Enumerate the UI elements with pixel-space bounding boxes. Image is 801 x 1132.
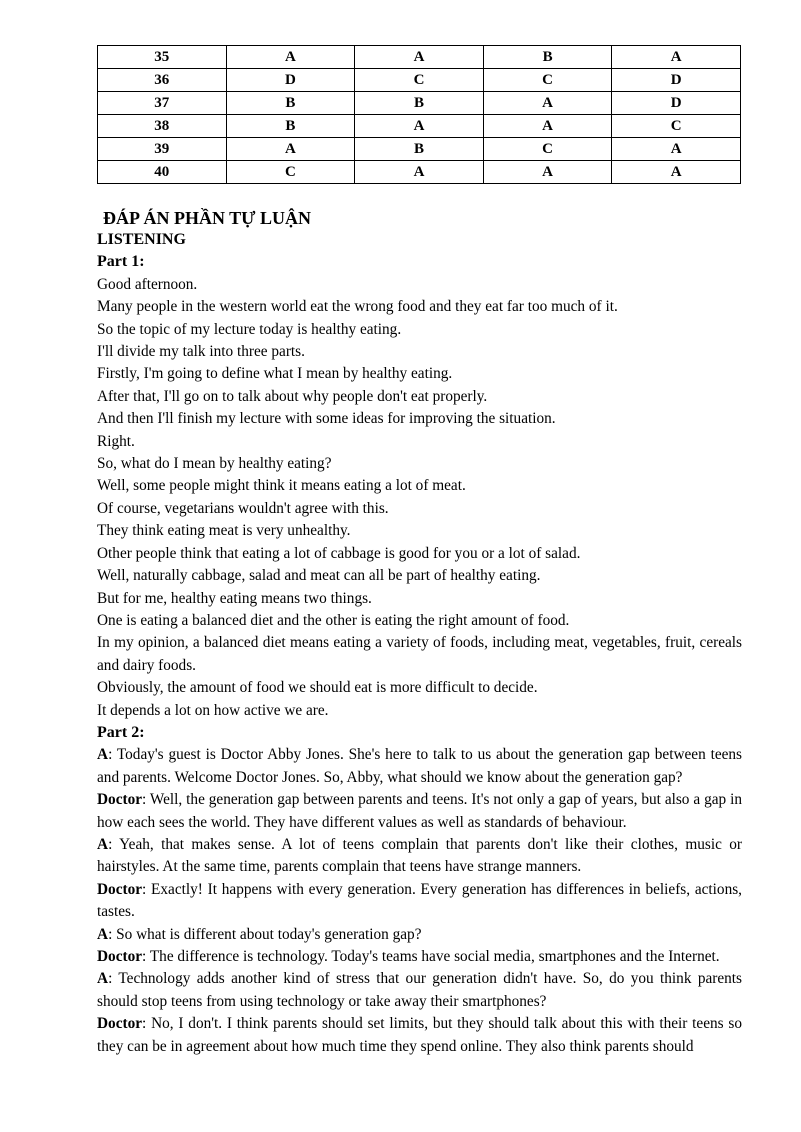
speaker-label: A [97,925,109,943]
answer-cell: B [355,138,484,161]
dialogue-turn [97,946,742,968]
speaker-text: : Today's guest is Doctor Abby Jones. She's here to talk to us about the generation gap between teens and parents. Welcome Doctor Jones. So, Abby, what should we know about the generation gap? [97,746,742,786]
transcript-line: After that, I'll go on to talk about why people don't eat properly. [97,387,488,405]
dialogue-turn [97,924,742,946]
dialogue-turn [97,744,742,789]
speaker-text: : Well, the generation gap between parents and teens. It's not only a gap of years, but also a gap in how each sees the world. They have different values as well as standards of behaviour. [97,791,742,831]
speaker-text: : The difference is technology. Today's teams have social media, smartphones and the Internet. [142,948,720,965]
transcript-line: In my opinion, a balanced diet means eating a variety of foods, including meat, vegetables, fruit, cereals and dairy foods. [97,634,742,674]
part2-transcript [97,744,742,1058]
speaker-text: : Exactly! It happens with every generation. Every generation has differences in beliefs, actions, tastes. [97,880,742,921]
answer-cell: C [612,115,741,138]
dialogue-turn [97,834,742,879]
speaker-label: A [97,970,109,988]
transcript-line: They think eating meat is very unhealthy. [97,522,351,540]
transcript-line: I'll divide my talk into three parts. [97,343,305,361]
transcript-line: Firstly, I'm going to define what I mean by healthy eating. [97,365,453,383]
speaker-label: A [97,746,109,764]
speaker-text: : Technology adds another kind of stress that our generation didn't have. So, do you think parents should stop teens from using technology or take away their smartphones? [97,970,742,1010]
speaker-text: : So what is different about today's generation gap? [108,925,422,943]
answer-cell: A [483,115,612,138]
table-row [98,69,741,92]
transcript-line: But for me, healthy eating means two things. [97,589,372,607]
transcript-line: Other people think that eating a lot of cabbage is good for you or a lot of salad. [97,544,581,562]
part1-heading: Part 1: [97,253,145,271]
transcript-line: Well, naturally cabbage, salad and meat can all be part of healthy eating. [97,567,541,585]
transcript-line: Right. [97,432,135,450]
answer-cell: A [226,138,355,161]
transcript-line: Many people in the western world eat the wrong food and they eat far too much of it. [97,298,618,316]
speaker-label: Doctor [97,880,143,898]
dialogue-turn [97,1013,742,1058]
answer-cell: C [226,161,355,184]
section-heading: ĐÁP ÁN PHẦN TỰ LUẬN [103,208,312,228]
transcript-line: So the topic of my lecture today is healthy eating. [97,320,402,338]
document-page [97,45,742,1058]
answer-cell: C [355,69,484,92]
table-row [98,46,741,69]
transcript-line: One is eating a balanced diet and the other is eating the right amount of food. [97,611,570,629]
question-number-cell: 38 [98,115,227,138]
speaker-label: Doctor [97,948,143,965]
answer-cell: A [355,46,484,69]
table-row [98,92,741,115]
answer-cell: A [612,161,741,184]
question-number-cell: 36 [98,69,227,92]
answer-cell: B [355,92,484,115]
table-row [98,138,741,161]
answer-cell: A [226,46,355,69]
answer-cell: A [483,161,612,184]
answer-cell: C [483,138,612,161]
question-number-cell: 35 [98,46,227,69]
dialogue-turn [97,879,742,924]
answer-cell: B [483,46,612,69]
part1-transcript [97,274,742,722]
transcript-line: Good afternoon. [97,275,198,293]
question-number-cell: 37 [98,92,227,115]
question-number-cell: 39 [98,138,227,161]
speaker-label: A [97,835,109,853]
transcript-line: Of course, vegetarians wouldn't agree with this. [97,499,389,517]
answer-cell: D [612,92,741,115]
transcript-line: And then I'll finish my lecture with some ideas for improving the situation. [97,410,556,428]
answer-cell: D [226,69,355,92]
answer-cell: A [612,138,741,161]
answer-cell: B [226,115,355,138]
table-row [98,161,741,184]
speaker-label: Doctor [97,1015,143,1033]
transcript-line: So, what do I mean by healthy eating? [97,455,332,473]
listening-heading: LISTENING [97,231,186,248]
transcript-line: Well, some people might think it means eating a lot of meat. [97,477,466,495]
transcript-line: Obviously, the amount of food we should eat is more difficult to decide. [97,679,538,697]
transcript-line: It depends a lot on how active we are. [97,701,329,719]
speaker-text: : Yeah, that makes sense. A lot of teens complain that parents don't like their clothes, music or hairstyles. At the same time, parents complain that teens have strange manners. [97,835,742,876]
answer-key-table [97,45,741,184]
table-row [98,115,741,138]
answer-cell: D [612,69,741,92]
answer-cell: A [355,115,484,138]
answer-cell: B [226,92,355,115]
part2-heading: Part 2: [97,723,145,741]
speaker-text: : No, I don't. I think parents should set limits, but they should talk about this with their teens so they can be in agreement about how much time they spend online. They also think parents should [97,1015,742,1055]
speaker-label: Doctor [97,791,143,809]
question-number-cell: 40 [98,161,227,184]
dialogue-turn [97,968,742,1013]
dialogue-turn [97,789,742,834]
answer-cell: C [483,69,612,92]
answer-cell: A [483,92,612,115]
answer-cell: A [612,46,741,69]
answer-cell: A [355,161,484,184]
